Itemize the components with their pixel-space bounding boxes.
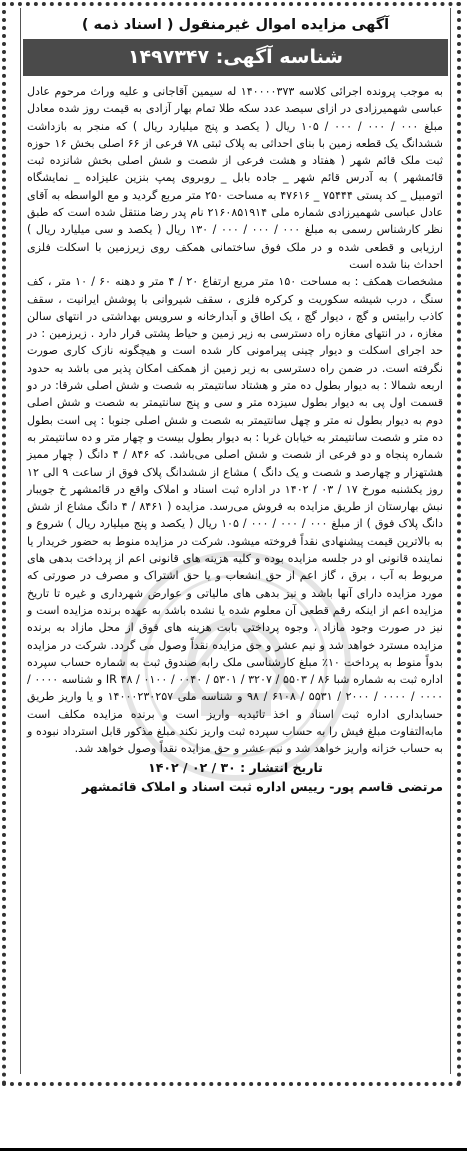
notice-frame — [2, 2, 461, 1086]
notice-body — [21, 76, 450, 758]
signature-line: مرتضی قاسم پور- رییس اداره ثبت اسناد و املاک قائمشهر — [81, 778, 443, 794]
bottom-divider — [0, 1148, 467, 1151]
notice-title: آگهی مزایده اموال غیرمنقول ( اسناد ذمه ) — [81, 17, 390, 33]
paragraph-specs-and-terms: مشخصات همکف : به مساحت ۱۵۰ متر مربع ارتفاع ۲۰ / ۴ متر و دهنه ۶۰ / ۱۰ متر ، کف سنگ ، درب شیشه سکوریت و کرکره فلزی ، سقف شیروانی با پوشش ایرانیت ، سقف کاذب رابیتس و گچ ، دیوار گچ ، یک اطاق و آبدارخانه و سرویس بهداشتی در انتهای سالن مغازه ، در انتهای مغازه راه دسترسی به زیر زمین و حیاط پشتی قرار دارد . زیرزمین : در حد اجرای اسکلت و دیوار چینی پیرامونی کار شده است و هیچگونه نازک کاری صورت نگرفته است. در ضمن راه دسترسی به زیر زمین از همکف امکان پذیر می باشد به حدود اربعه شمالا : به دیوار بطول ده متر و هشتاد سانتیمتر به شصت و شش اصلی شرقا: در دو قسمت اول پی به دیوار بطول سیزده متر و سی و پنج سانتیمتر به شصت و شش اصلی دوم به دیوار بطول نه متر و چهل سانتیمتر به شصت و شش اصلی جنوبا : پی است بطول ده متر و شصت سانتیمتر به خیابان غربا : به دیوار بطول بیست و چهار متر و ده سانتیمتر به شماره پنجاه و دو فرعی از شصت و شش اصلی می‌باشد. که ۸۴۶ / ۴ دانگ ( چهار ممیز هشتهزار و چهارصد و شصت و یک دانگ ) مشاع از ششدانگ پلاک فوق از ساعت ۹ الی ۱۲ روز یکشنبه مورخ ۱۷ / ۰۳ / ۱۴۰۲ در اداره ثبت اسناد و املاک واقع در قائمشهر خ جویبار نبش بهارستان از طریق مزایده به فروش می‌رسد. مزایده ( ۸۴۶۱ / ۴ دانگ مشاع از شش دانگ پلاک فوق ) از مبلغ ۰۰۰ / ۰۰۰ / ۰۰۰ / ۱۰۵ ریال ( یکصد و پنج میلیارد ریال ) شروع و به بالاترین قیمت پیشنهادی نقداً فروخته میشود. شرکت در مزایده منوط به حضور خریدار یا نماینده قانونی او در جلسه مزایده بوده و کلیه هزینه های قانونی اعم از پرداخت بدهی های مربوط به آب ، برق ، گاز اعم از حق انشعاب و یا حق اشتراک و مصرف در صورتی که مورد مزایده دارای آنها باشد و نیز بدهی های مالیاتی و عوارض شهرداری و غیره تا تاریخ مزایده اعم از اینکه رقم قطعی آن معلوم شده یا نشده باشد به عهده برنده مزایده است و نیز در صورت وجود مازاد ، وجوه پرداختی بابت هزینه های فوق از محل مازاد به برنده مزایده مسترد خواهد شد و نیم عشر و حق مزایده نقداً وصول می گردد. شرکت در مزایده بدواً منوط به پرداخت ۱۰٪ مبلغ کارشناسی ملک رابه صندوق ثبت به شماره حساب سپرده اداره ثبت به شماره شبا IR ۴۸ / ۰۱۰۰ / ۰۰۴۰ / ۵۳۰۱ / ۳۲۰۷ / ۵۵۰۳ / ۸۶ و شناسه ۰۰۰۰ / ۰۰۰۰ / ۰۰۰۰ / ۲۰۰۰ / ۵۵۳۱ / ۶۱۰۸ / ۹۸ و شناسه ملی ۱۴۰۰۰۲۳۰۲۵۷ و یا واریز طریق حسابداری اداره ثبت اسناد و اخذ تائیدیه واریز است و برنده مزایده مکلف است مابه‌التفاوت مبلغ فیش را به حساب سپرده ثبت واریز نکند مبلغ مذکور قابل استرداد نبوده و به حساب خزانه واریز خواهد شد و نیم عشر و حق مزایده نقداً وصول خواهد شد. — [27, 275, 444, 756]
publish-date: تاریخ انتشار : ۳۰ / ۰۲ / ۱۴۰۲ — [148, 759, 323, 775]
notice-id-banner: شناسه آگهی: ۱۴۹۷۳۴۷ — [23, 39, 448, 76]
paragraph-property-seizure: به موجب پرونده اجرائی کلاسه ۱۴۰۰۰۰۳۷۳ له سیمین آقاجانی و علیه وراث مرحوم عادل عباسی شهمیرزادی در ازای سیصد عدد سکه طلا تمام بهار آزادی به قیمت روز شده معادل مبلغ ۰۰۰ / ۰۰۰ / ۰۰۰ / ۱۰۵ ریال ( یکصد و پنج میلیارد ریال ) که منجر به بازداشت ششدانگ یک قطعه زمین با بنای احداثی به پلاک ثبتی ۷۸ فرعی از ۶۶ اصلی بخش ۱۶ حوزه ثبت ملک قائم شهر ( هفتاد و هشت فرعی از شصت و شش اصلی بخش شانزده ثبت قائمشهر ) به آدرس قائم شهر _ جاده بابل _ روبروی پمپ بنزین علیزاده _ نمایشگاه اتومبیل _ کد پستی ۷۵۴۴۴ _ ۴۷۶۱۶ به مساحت ۲۵۰ متر مربع گردید و مع الواسطه به آقای عادل عباسی شهمیرزادی شماره ملی ۲۱۶۰۸۵۱۹۱۴ نام پدر رضا منتقل شده است که طبق نظر کارشناس رسمی به مبلغ ۰۰۰ / ۰۰۰ / ۰۰۰ / ۱۳۰ ریال ( یکصد و سی میلیارد ریال ) ارزیابی و قطعی شده و در ملک فوق ساختمانی همکف روی زیرزمین با اسکلت فلزی احداث بنا شده است — [27, 85, 444, 271]
notice-box — [20, 8, 451, 1074]
